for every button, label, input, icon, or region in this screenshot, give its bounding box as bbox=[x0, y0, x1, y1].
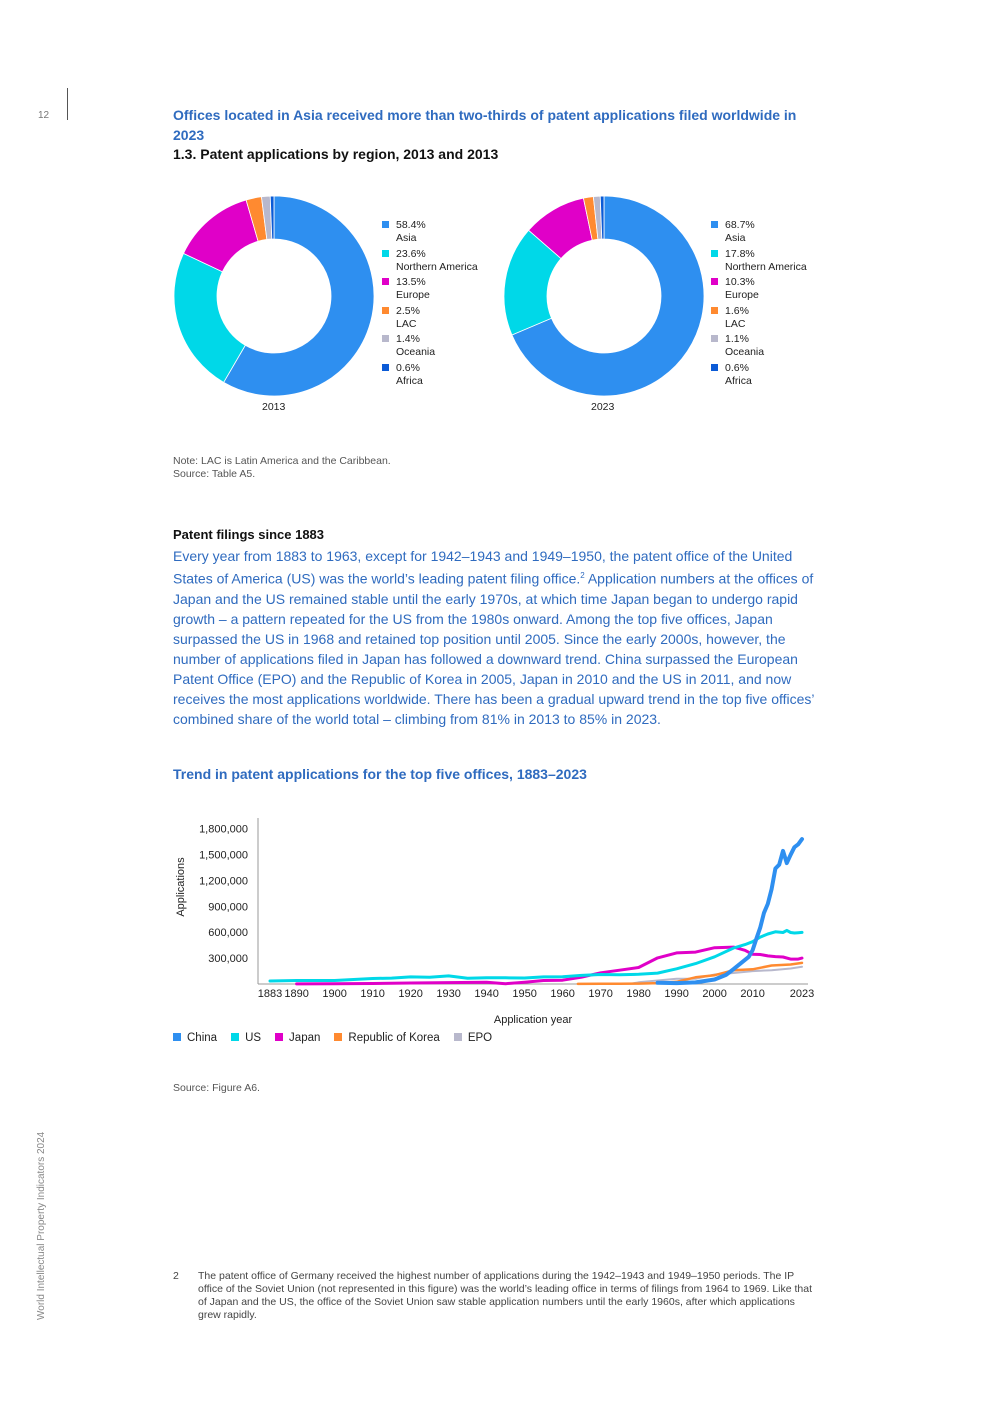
legend-pct: 1.1% bbox=[725, 333, 749, 345]
x-tick-label: 2000 bbox=[702, 988, 727, 1000]
trend-source: Source: Figure A6. bbox=[173, 1082, 260, 1094]
legend-region: Asia bbox=[725, 232, 746, 244]
legend-region: Northern America bbox=[396, 260, 478, 273]
donut-2023 bbox=[504, 196, 704, 396]
legend-swatch bbox=[711, 250, 718, 257]
legend-label bbox=[725, 333, 764, 359]
legend-label: US bbox=[245, 1032, 262, 1044]
legend-label: Japan bbox=[289, 1032, 321, 1044]
figure-title: 1.3. Patent applications by region, 2013 and 2013 bbox=[173, 146, 499, 162]
legend-swatch bbox=[711, 221, 718, 228]
x-tick-label: 1900 bbox=[322, 988, 347, 1000]
donut-2013 bbox=[174, 196, 374, 396]
body-paragraph bbox=[173, 546, 823, 729]
legend-swatch bbox=[382, 335, 389, 342]
legend-label bbox=[725, 248, 807, 274]
source-text: Source: Table A5. bbox=[173, 468, 256, 480]
trend-legend-item-republic-of-korea bbox=[334, 1032, 439, 1044]
legend-swatch bbox=[173, 1033, 181, 1041]
series-line-china bbox=[658, 839, 802, 983]
page-number: 12 bbox=[38, 110, 50, 121]
legend-region: Oceania bbox=[725, 346, 765, 358]
x-axis-label: Application year bbox=[493, 1014, 573, 1026]
legend-region: Africa bbox=[396, 374, 423, 387]
y-tick-label: 1,800,000 bbox=[199, 823, 248, 836]
y-tick-label: 1,500,000 bbox=[199, 849, 248, 862]
legend-label bbox=[396, 248, 478, 274]
y-axis-label: Applications bbox=[175, 857, 187, 917]
legend-swatch bbox=[382, 250, 389, 257]
section-title: Patent filings since 1883 bbox=[173, 527, 325, 542]
footnote-number: 2 bbox=[173, 1270, 179, 1282]
legend-label: EPO bbox=[467, 1032, 493, 1044]
legend-pct: 10.3% bbox=[725, 276, 755, 288]
legend-swatch bbox=[382, 307, 389, 314]
x-tick-label: 1890 bbox=[284, 988, 309, 1000]
y-tick-label: 900,000 bbox=[208, 901, 248, 914]
x-tick-label: 2023 bbox=[789, 988, 815, 1000]
legend-label: Republic of Korea bbox=[348, 1032, 440, 1044]
trend-chart-title: Trend in patent applications for the top five offices, 1883–2023 bbox=[173, 766, 587, 782]
legend-label bbox=[725, 305, 749, 331]
y-tick-label: 300,000 bbox=[208, 953, 248, 966]
para-part-b: Application numbers at the offices of Japan and the US remained stable until the early 1970s, at which time Japan began to undergo rapid growth – a pattern repeated for the US from the 1980s onward. Among the top five offices, Japan surpassed the US in 1968 and retained top position until 2005. Since the early 2000s, however, the number of applications filed in Japan has followed a downward trend. China surpassed the European Patent Office (EPO) and the Republic of Korea in 2005, Japan in 2010 and the US in 2011, and now receives the most applications worldwide. There has been a gradual upward trend in the top five offices’ combined share of the world total – climbing from 81% in 2013 to 85% in 2023. bbox=[173, 570, 814, 727]
legend-swatch bbox=[711, 364, 718, 371]
legend-swatch bbox=[711, 278, 718, 285]
legend-pct: 2.5% bbox=[396, 304, 420, 317]
legend-region: Africa bbox=[725, 374, 752, 387]
legend-label bbox=[725, 362, 752, 388]
x-tick-label: 1970 bbox=[588, 988, 613, 1000]
legend-pct: 23.6% bbox=[396, 247, 426, 260]
legend-label bbox=[396, 305, 420, 331]
legend-pct: 1.6% bbox=[725, 304, 749, 317]
donut-2013-slice-northern-america bbox=[174, 253, 245, 382]
x-tick-label: 1960 bbox=[550, 988, 575, 1000]
side-running-title: World Intellectual Property Indicators 2024 bbox=[36, 1131, 47, 1320]
x-tick-label: 1980 bbox=[626, 988, 651, 1000]
legend-swatch bbox=[382, 278, 389, 285]
donut-charts bbox=[0, 0, 992, 430]
legend-swatch bbox=[711, 335, 718, 342]
legend-pct: 1.4% bbox=[396, 333, 420, 345]
legend-swatch bbox=[231, 1033, 239, 1041]
footnote-ref[interactable]: 2 bbox=[580, 571, 585, 580]
para-part-a: Every year from 1883 to 1963, except for 1942–1943 and 1949–1950, the patent office of the United States of America (US) was the world’s leading patent filing office. bbox=[173, 548, 793, 587]
donut-year-2013: 2013 bbox=[262, 401, 286, 413]
legend-pct: 0.6% bbox=[725, 361, 749, 374]
note-text: Note: LAC is Latin America and the Caribbean. bbox=[173, 455, 391, 467]
donut-year-2023: 2023 bbox=[591, 401, 615, 413]
trend-legend-item-epo bbox=[454, 1032, 492, 1044]
y-tick-label: 1,200,000 bbox=[199, 875, 248, 888]
trend-legend-item-us bbox=[231, 1032, 261, 1044]
legend-region: LAC bbox=[725, 317, 746, 330]
legend-pct: 0.6% bbox=[396, 361, 420, 374]
legend-pct: 58.4% bbox=[396, 219, 426, 231]
y-tick-label: 600,000 bbox=[208, 927, 248, 940]
legend-swatch bbox=[275, 1033, 283, 1041]
legend-region: Oceania bbox=[396, 346, 436, 358]
headline: Offices located in Asia received more than two-thirds of patent applications filed worldwide in 2023 bbox=[173, 107, 797, 143]
x-tick-label: 1990 bbox=[664, 988, 689, 1000]
trend-line-chart bbox=[0, 800, 992, 1035]
legend-region: Europe bbox=[396, 289, 430, 301]
footnote-text: The patent office of Germany received the highest number of applications during the 1942–1943 and 1949–1950 periods. The IP office of the Soviet Union (not represented in this figure) was the world’s leading office in terms of filings from 1964 to 1969. Like that of Japan and the US, the office of the Soviet Union saw stable application numbers until the early 1960s, after which applications grew rapidly. bbox=[198, 1270, 813, 1321]
trend-legend bbox=[173, 1032, 506, 1044]
legend-pct: 17.8% bbox=[725, 247, 755, 260]
legend-label bbox=[725, 276, 759, 302]
legend-swatch bbox=[382, 364, 389, 371]
legend-region: LAC bbox=[396, 317, 417, 330]
legend-label bbox=[396, 219, 426, 245]
legend-swatch bbox=[454, 1033, 462, 1041]
legend-label bbox=[725, 219, 755, 245]
figure-note bbox=[173, 455, 391, 481]
legend-region: Asia bbox=[396, 232, 417, 244]
x-tick-label: 1920 bbox=[398, 988, 423, 1000]
x-tick-label: 1950 bbox=[512, 988, 537, 1000]
x-tick-label: 2010 bbox=[740, 988, 765, 1000]
legend-swatch bbox=[334, 1033, 342, 1041]
trend-legend-item-japan bbox=[275, 1032, 320, 1044]
legend-label bbox=[396, 276, 430, 302]
trend-legend-item-china bbox=[173, 1032, 217, 1044]
x-tick-label: 1883 bbox=[257, 988, 283, 1000]
x-tick-label: 1910 bbox=[360, 988, 385, 1000]
legend-pct: 68.7% bbox=[725, 219, 755, 231]
legend-pct: 13.5% bbox=[396, 276, 426, 288]
legend-swatch bbox=[382, 221, 389, 228]
x-tick-label: 1940 bbox=[474, 988, 499, 1000]
legend-region: Northern America bbox=[725, 260, 807, 273]
legend-label bbox=[396, 333, 435, 359]
legend-label: China bbox=[187, 1032, 218, 1044]
legend-swatch bbox=[711, 307, 718, 314]
legend-region: Europe bbox=[725, 289, 759, 301]
legend-label bbox=[396, 362, 423, 388]
x-tick-label: 1930 bbox=[436, 988, 461, 1000]
